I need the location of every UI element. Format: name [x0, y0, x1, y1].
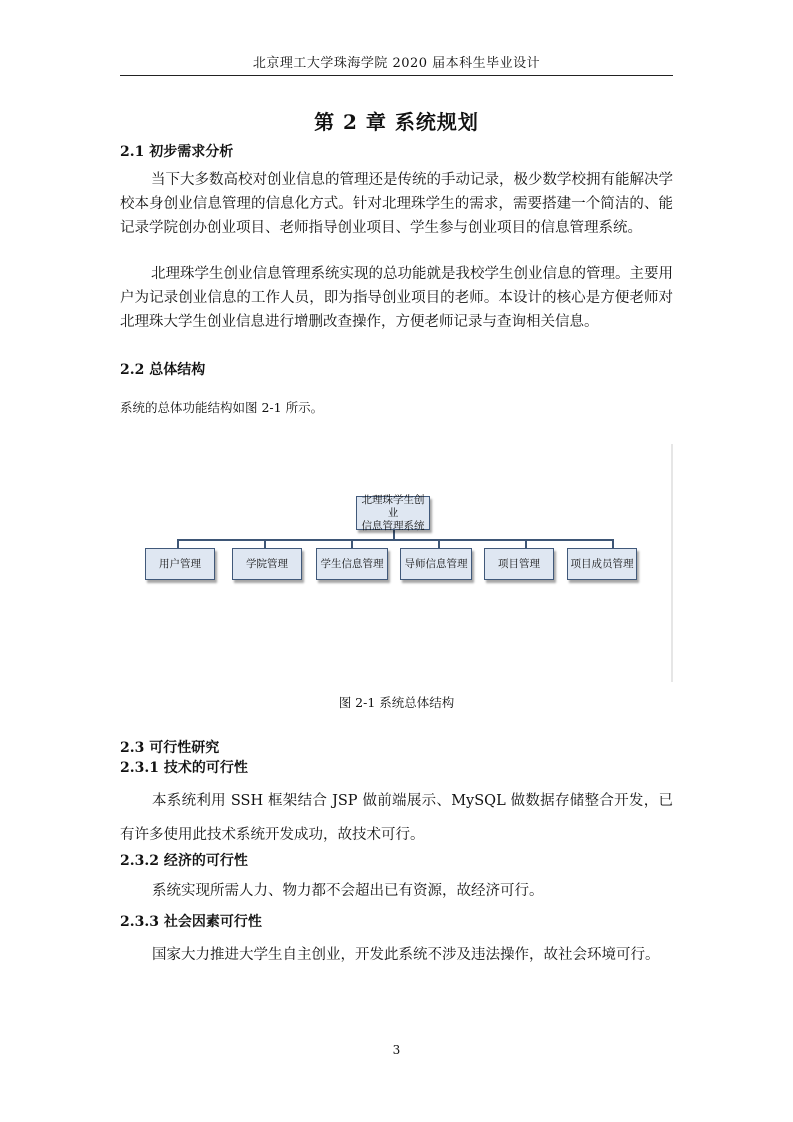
- paragraph-2-3-3: 国家大力推进大学生自主创业，开发此系统不涉及违法操作，故社会环境可行。: [152, 947, 660, 963]
- root-node: 北理珠学生创业 信息管理系统: [356, 496, 430, 530]
- subsection-heading-2-3-2: 2.3.2 经济的可行性: [120, 853, 248, 869]
- section-heading-2-2: 2.2 总体结构: [120, 362, 206, 378]
- node-student-info-management: 学生信息管理: [316, 548, 388, 580]
- horizontal-connector: [177, 539, 613, 541]
- section-heading-2-1: 2.1 初步需求分析: [120, 144, 234, 160]
- node-project-management: 项目管理: [484, 548, 554, 580]
- header-rule: [120, 75, 673, 76]
- section-heading-2-3: 2.3 可行性研究: [120, 740, 220, 756]
- node-project-member-management: 项目成员管理: [567, 548, 637, 580]
- paragraph-2-3-1: 本系统利用 SSH 框架结合 JSP 做前端展示、MySQL 做数据存储整合开发，已有许多使用此技术系统开发成功，故技术可行。: [120, 793, 673, 843]
- figure-edge: [671, 444, 673, 682]
- paragraph-2-1-b: 北理珠学生创业信息管理系统实现的总功能就是我校学生创业信息的管理。主要用户为记录创业信息的工作人员，即为指导创业项目的老师。本设计的核心是方便老师对北理珠大学生创业信息进行增删改查操作，方便老师记录与查询相关信息。: [120, 266, 673, 330]
- running-header: 北京理工大学珠海学院 2020 届本科生毕业设计: [252, 56, 541, 71]
- figure-caption: 图 2-1 系统总体结构: [338, 695, 455, 710]
- node-mentor-info-management: 导师信息管理: [400, 548, 472, 580]
- subsection-heading-2-3-1: 2.3.1 技术的可行性: [120, 760, 248, 776]
- node-user-management: 用户管理: [145, 548, 215, 580]
- paragraph-2-3-2: 系统实现所需人力、物力都不会超出已有资源，故经济可行。: [152, 883, 544, 899]
- page-number: 3: [392, 1043, 401, 1057]
- paragraph-2-1-a: 当下大多数高校对创业信息的管理还是传统的手动记录，极少数学校拥有能解决学校本身创业信息管理的信息化方式。针对北理珠学生的需求，需要搭建一个简洁的、能记录学院创办创业项目、老师指导创业项目、学生参与创业项目的信息管理系统。: [120, 172, 673, 236]
- node-college-management: 学院管理: [232, 548, 302, 580]
- subsection-heading-2-3-3: 2.3.3 社会因素可行性: [120, 914, 262, 930]
- system-structure-diagram: [120, 444, 673, 684]
- chapter-title: 第 2 章 系统规划: [314, 110, 479, 134]
- figure-intro: 系统的总体功能结构如图 2-1 所示。: [120, 400, 324, 415]
